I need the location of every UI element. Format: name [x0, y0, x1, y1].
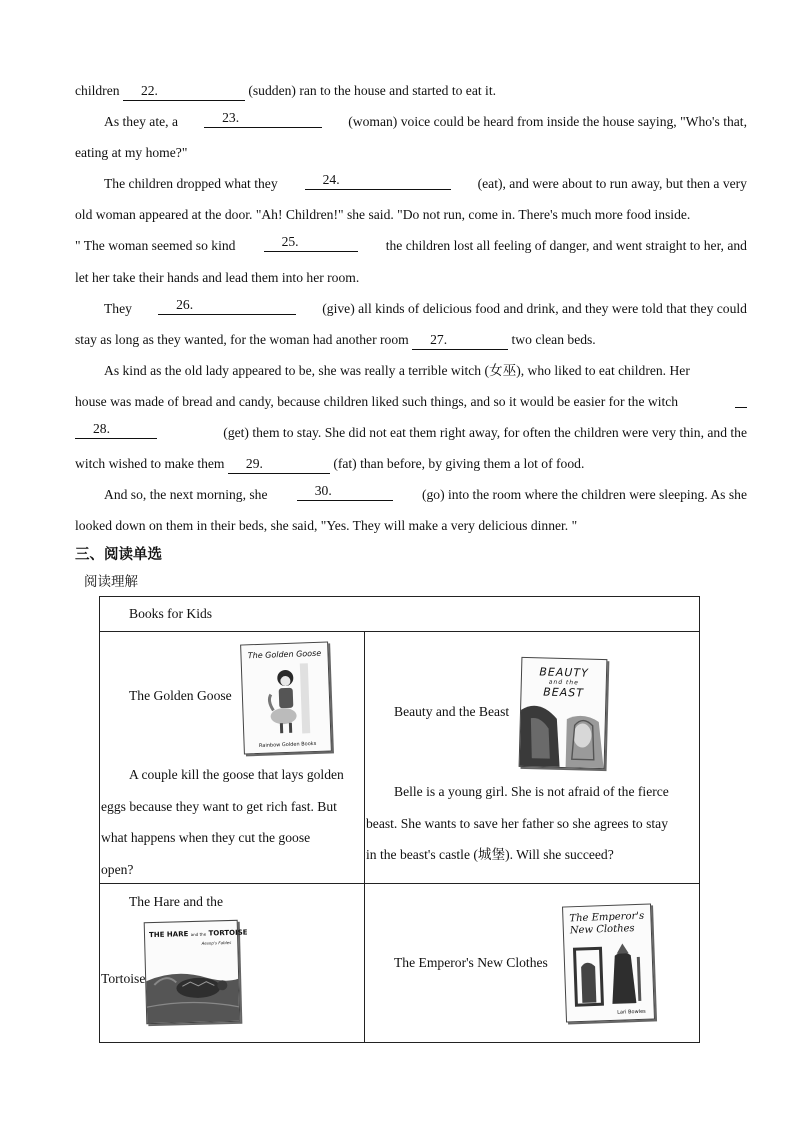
blank-25[interactable]: 25. [264, 234, 358, 252]
hare-tortoise-illustration [145, 921, 240, 1023]
passage-line-11: house was made of bread and candy, because children liked such things, and so it would be easier for the witch [75, 390, 747, 421]
emperor-cell [365, 884, 700, 1043]
hare-cover-title-a: THE HARE [148, 930, 189, 940]
hare-tortoise-cell [100, 884, 365, 1043]
blank-27[interactable]: 27. [412, 332, 508, 350]
beauty-beast-cell [365, 632, 700, 884]
hare-tortoise-cover [144, 920, 248, 1024]
passage-line-1: children 22. (sudden) ran to the house and started to eat it. [75, 79, 747, 110]
golden-goose-cover [240, 641, 332, 754]
passage-line-8: They 26. (give) all kinds of delicious food and drink, and they were told that they could [104, 296, 747, 316]
cloze-passage [75, 79, 747, 545]
table-header-cell [100, 597, 700, 632]
passage-line-6: " The woman seemed so kind 25. the children lost all feeling of danger, and went straight to her, and [75, 234, 747, 254]
blank-28-start [735, 390, 747, 408]
section-heading: 三、阅读单选 [75, 547, 162, 563]
beauty-beast-description: Belle is a young girl. She is not afraid of the fierce beast. She wants to save her father so she agrees to stay in the beast's castle (城堡). Will she succeed? [366, 784, 669, 862]
hare-cover-title-b: TORTOISE [208, 928, 248, 938]
golden-goose-description: A couple kill the goose that lays golden eggs because they want to get rich fast. But what happens when they cut the goose open? [101, 767, 344, 877]
passage-line-5: old woman appeared at the door. "Ah! Children!" she said. "Do not run, come in. There's much more food inside. [75, 207, 691, 223]
golden-goose-cell [100, 632, 365, 884]
passage-line-4: The children dropped what they 24. (eat), and were about to run away, but then a very [104, 172, 747, 192]
passage-line-3: eating at my home?" [75, 145, 188, 161]
passage-line-12: 28. (get) them to stay. She did not eat them right away, for often the children were very thin, and the [75, 421, 747, 452]
emperor-cover [562, 903, 655, 1022]
emperor-cover-title: The Emperor's New Clothes [569, 910, 645, 937]
blank-22[interactable]: 22. [123, 83, 245, 101]
blank-28[interactable]: 28. [75, 421, 157, 439]
table-header: Books for Kids [129, 606, 213, 621]
golden-goose-title: The Golden Goose [129, 688, 232, 703]
golden-goose-cover-author: Rainbow Golden Books [258, 740, 317, 749]
beauty-cover-line3: BEAST [542, 685, 585, 700]
beauty-beast-cover [519, 657, 608, 769]
blank-24[interactable]: 24. [305, 172, 451, 190]
emperor-illustration [563, 905, 654, 1022]
books-table [99, 596, 700, 1043]
beauty-cover-line2: and the [548, 678, 579, 687]
beauty-beast-title: Beauty and the Beast [394, 704, 510, 719]
passage-line-10: As kind as the old lady appeared to be, she was really a terrible witch (女巫), who liked to eat children. Her [104, 362, 690, 378]
blank-23[interactable]: 23. [204, 110, 322, 128]
passage-line-7: let her take their hands and lead them into her room. [75, 269, 360, 285]
beauty-cover-line1: BEAUTY [539, 665, 589, 680]
emperor-title: The Emperor's New Clothes [394, 955, 548, 970]
blank-29[interactable]: 29. [228, 456, 330, 474]
passage-line-2: As they ate, a 23. (woman) voice could be heard from inside the house saying, "Who's that, [104, 110, 747, 130]
hare-tortoise-title-line1: The Hare and the [129, 894, 223, 909]
hare-tortoise-title-line2: Tortoise [101, 971, 146, 986]
blank-26[interactable]: 26. [158, 297, 296, 315]
hare-cover-title-and: and the [190, 931, 207, 938]
passage-line-13: witch wished to make them 29. (fat) than before, by giving them a lot of food. [75, 452, 747, 483]
hare-cover-author: Aesop's Fables [201, 939, 232, 946]
blank-30[interactable]: 30. [297, 483, 393, 501]
section-subheading: 阅读理解 [84, 574, 138, 590]
passage-line-14: And so, the next morning, she 30. (go) into the room where the children were sleeping. As she [104, 483, 747, 503]
passage-line-15: looked down on them in their beds, she said, "Yes. They will make a very delicious dinner. " [75, 518, 578, 534]
golden-goose-cover-title: The Golden Goose [247, 648, 322, 661]
emperor-cover-author: Lari Bowles [617, 1008, 646, 1016]
golden-goose-illustration [241, 643, 331, 754]
passage-line-9: stay as long as they wanted, for the woman had another room 27. two clean beds. [75, 328, 747, 359]
